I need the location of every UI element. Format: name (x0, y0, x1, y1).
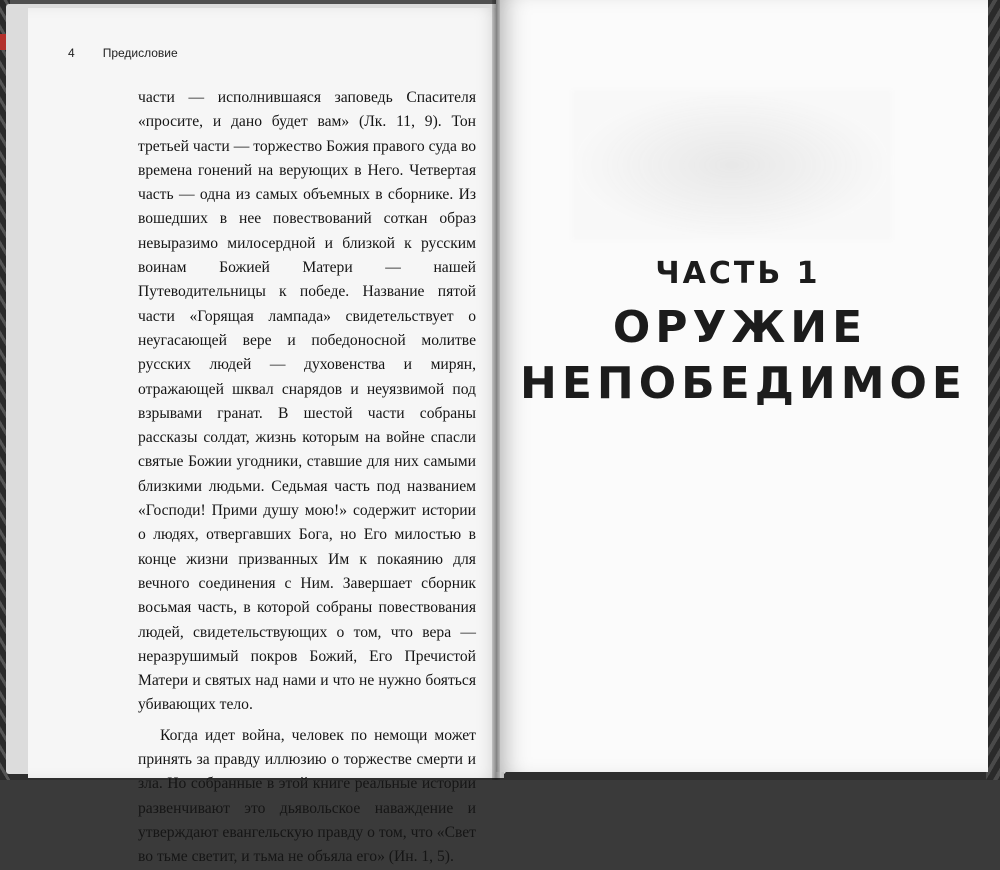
ink-smudge (572, 90, 892, 240)
page-number: 4 (68, 46, 75, 60)
paragraph: Когда идет война, человек по немощи может принять за правду иллюзию о торжестве смерти и зла. Но собранные в этой книге реальные истории развенчивают это дьявольское наваждение и утверждают евангельскую правду о том, что «Свет во тьме светит, и тьма не объяла его» (Ин. 1, 5). (138, 726, 476, 866)
part-label: ЧАСТЬ 1 (655, 256, 821, 291)
part-title-line: ОРУЖИЕ (612, 302, 868, 353)
part-title-line: НЕПОБЕДИМОЕ (520, 358, 967, 409)
section-title: Предисловие (102, 46, 178, 60)
paragraph: части — исполнившаяся заповедь Спасителя «просите, и дано будет вам» (Лк. 11, 9). Тон третьей части — торжество Божия правого суда во времена гонений на верующих в Него. Четвертая часть — одна из самых объемных в сборнике. Из вошедших в нее повествований соткан образ невыразимо милосердной и близкой к русским воинам Божией Матери — нашей Путеводительницы к победе. Название пятой части «Горящая лампада» свидетельствует о неугасающей вере и победоносной молитве русских людей — духовенства и мирян, отражающей шквал снарядов и неуязвимой под взрывами гранат. В шестой части собраны рассказы солдат, жизнь которым на войне спасли святые Божии угодники, ставшие для них самыми близкими людьми. Седьмая часть под названием «Господи! Прими душу мою!» содержит истории о людях, отвергавших Бога, но Его милостью в конце жизни призванных Им к покаянию для вечного соединения с Ним. Завершает сборник восьмая часть, в которой собраны повествования людей, свидетельствующих о том, что вера — неразрушимый покров Божий, Его Пречистой Матери и святых над нами и что не нужно бояться убивающих тело. (138, 89, 476, 714)
running-head (68, 46, 178, 60)
book-gutter (492, 0, 500, 780)
body-text (138, 86, 476, 870)
book-cover-edge-right (986, 0, 1000, 780)
part-title (520, 300, 967, 412)
